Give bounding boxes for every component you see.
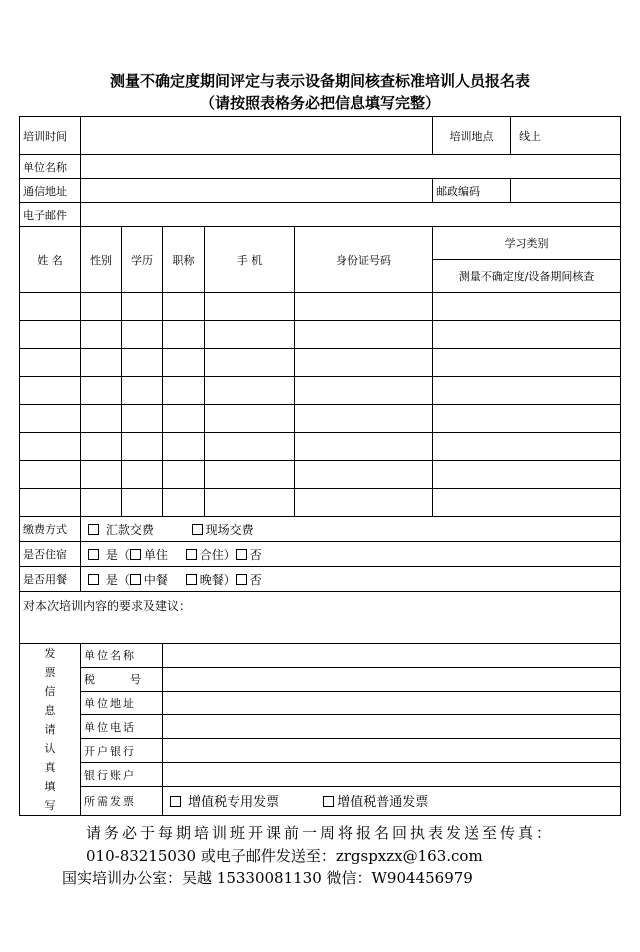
suggestions-label: 对本次培训内容的要求及建议： xyxy=(23,599,192,613)
meal-label: 是否用餐 xyxy=(20,567,81,592)
location-field[interactable]: 线上 xyxy=(511,117,621,155)
col-category-value: 测量不确定度/设备期间核查 xyxy=(433,260,621,293)
meal-lunch-label: 中餐 xyxy=(143,572,168,587)
lodging-no-label: 否 xyxy=(249,547,262,562)
payment-onsite-label: 现场交费 xyxy=(205,522,254,537)
form-title: 测量不确定度期间评定与表示设备期间核查标准培训人员报名表 xyxy=(109,72,530,90)
lodging-shared-checkbox[interactable] xyxy=(186,549,197,560)
lodging-shared-label: 合住） xyxy=(199,547,236,562)
invoice-address-label: 单位地址 xyxy=(81,691,163,715)
footer-fax-email: 010-83215030 或电子邮件发送至：zrgspxzx@163.com xyxy=(86,847,483,865)
invoice-tax-id-label: 税 号 xyxy=(81,667,163,691)
invoice-side-label: 发 票 信 息 请 认 真 填 写 xyxy=(44,647,56,812)
invoice-special-label: 增值税专用发票 xyxy=(188,795,280,811)
table-row[interactable] xyxy=(20,321,621,349)
col-category: 学习类别 xyxy=(433,227,621,260)
unit-name-label: 单位名称 xyxy=(20,155,81,179)
table-row[interactable] xyxy=(20,293,621,321)
payment-label: 缴费方式 xyxy=(20,517,81,542)
invoice-tax-id-field[interactable] xyxy=(163,667,621,691)
footer-notice: 请务必于每期培训班开课前一周将报名回执表发送至传真： xyxy=(85,824,554,842)
meal-lunch-checkbox[interactable] xyxy=(130,574,141,585)
table-row[interactable] xyxy=(20,489,621,517)
table-row[interactable] xyxy=(20,377,621,405)
lodging-single-label: 单住 xyxy=(143,547,168,562)
meal-dinner-checkbox[interactable] xyxy=(186,574,197,585)
email-label: 电子邮件 xyxy=(20,203,81,227)
invoice-unit-name-label: 单位名称 xyxy=(81,644,163,668)
footer-contact: 国实培训办公室：吴越 15330081130 微信：W904456979 xyxy=(62,869,473,887)
invoice-account-label: 银行账户 xyxy=(81,763,163,787)
address-field[interactable] xyxy=(81,179,433,203)
lodging-yes-checkbox[interactable] xyxy=(88,549,99,560)
lodging-no-checkbox[interactable] xyxy=(236,549,247,560)
email-field[interactable] xyxy=(81,203,621,227)
training-time-label: 培训时间 xyxy=(20,117,81,155)
postcode-label: 邮政编码 xyxy=(433,179,511,203)
address-label: 通信地址 xyxy=(20,179,81,203)
meal-no-checkbox[interactable] xyxy=(236,574,247,585)
invoice-phone-label: 单位电话 xyxy=(81,715,163,739)
invoice-bank-field[interactable] xyxy=(163,739,621,763)
table-row[interactable] xyxy=(20,349,621,377)
table-row[interactable] xyxy=(20,461,621,489)
invoice-account-field[interactable] xyxy=(163,763,621,787)
meal-dinner-label: 晚餐） xyxy=(199,572,236,587)
postcode-field[interactable] xyxy=(511,179,621,203)
col-phone: 手 机 xyxy=(205,227,295,293)
lodging-label: 是否住宿 xyxy=(20,542,81,567)
invoice-type-label: 所需发票 xyxy=(81,786,163,815)
col-title: 职称 xyxy=(163,227,205,293)
meal-no-label: 否 xyxy=(249,572,262,587)
invoice-normal-label: 增值税普通发票 xyxy=(337,795,429,811)
payment-wire-checkbox[interactable] xyxy=(88,524,99,535)
col-education: 学历 xyxy=(122,227,163,293)
payment-wire-label: 汇款交费 xyxy=(105,522,154,537)
table-row[interactable] xyxy=(20,405,621,433)
form-subtitle: （请按照表格务必把信息填写完整） xyxy=(199,94,440,112)
form-grid xyxy=(19,116,621,816)
suggestions-field[interactable] xyxy=(20,592,621,644)
invoice-unit-name-field[interactable] xyxy=(163,644,621,668)
invoice-normal-checkbox[interactable] xyxy=(323,796,334,807)
lodging-single-checkbox[interactable] xyxy=(130,549,141,560)
col-gender: 性别 xyxy=(81,227,122,293)
location-label: 培训地点 xyxy=(433,117,511,155)
invoice-phone-field[interactable] xyxy=(163,715,621,739)
payment-onsite-checkbox[interactable] xyxy=(192,524,203,535)
meal-yes-checkbox[interactable] xyxy=(88,574,99,585)
table-row[interactable] xyxy=(20,433,621,461)
invoice-bank-label: 开户银行 xyxy=(81,739,163,763)
col-name: 姓 名 xyxy=(20,227,81,293)
invoice-special-checkbox[interactable] xyxy=(170,796,181,807)
invoice-address-field[interactable] xyxy=(163,691,621,715)
unit-name-field[interactable] xyxy=(81,155,621,179)
col-id: 身份证号码 xyxy=(295,227,433,293)
lodging-yes-label: 是（ xyxy=(105,547,130,562)
training-time-field[interactable] xyxy=(81,117,433,155)
meal-yes-label: 是（ xyxy=(105,572,130,587)
